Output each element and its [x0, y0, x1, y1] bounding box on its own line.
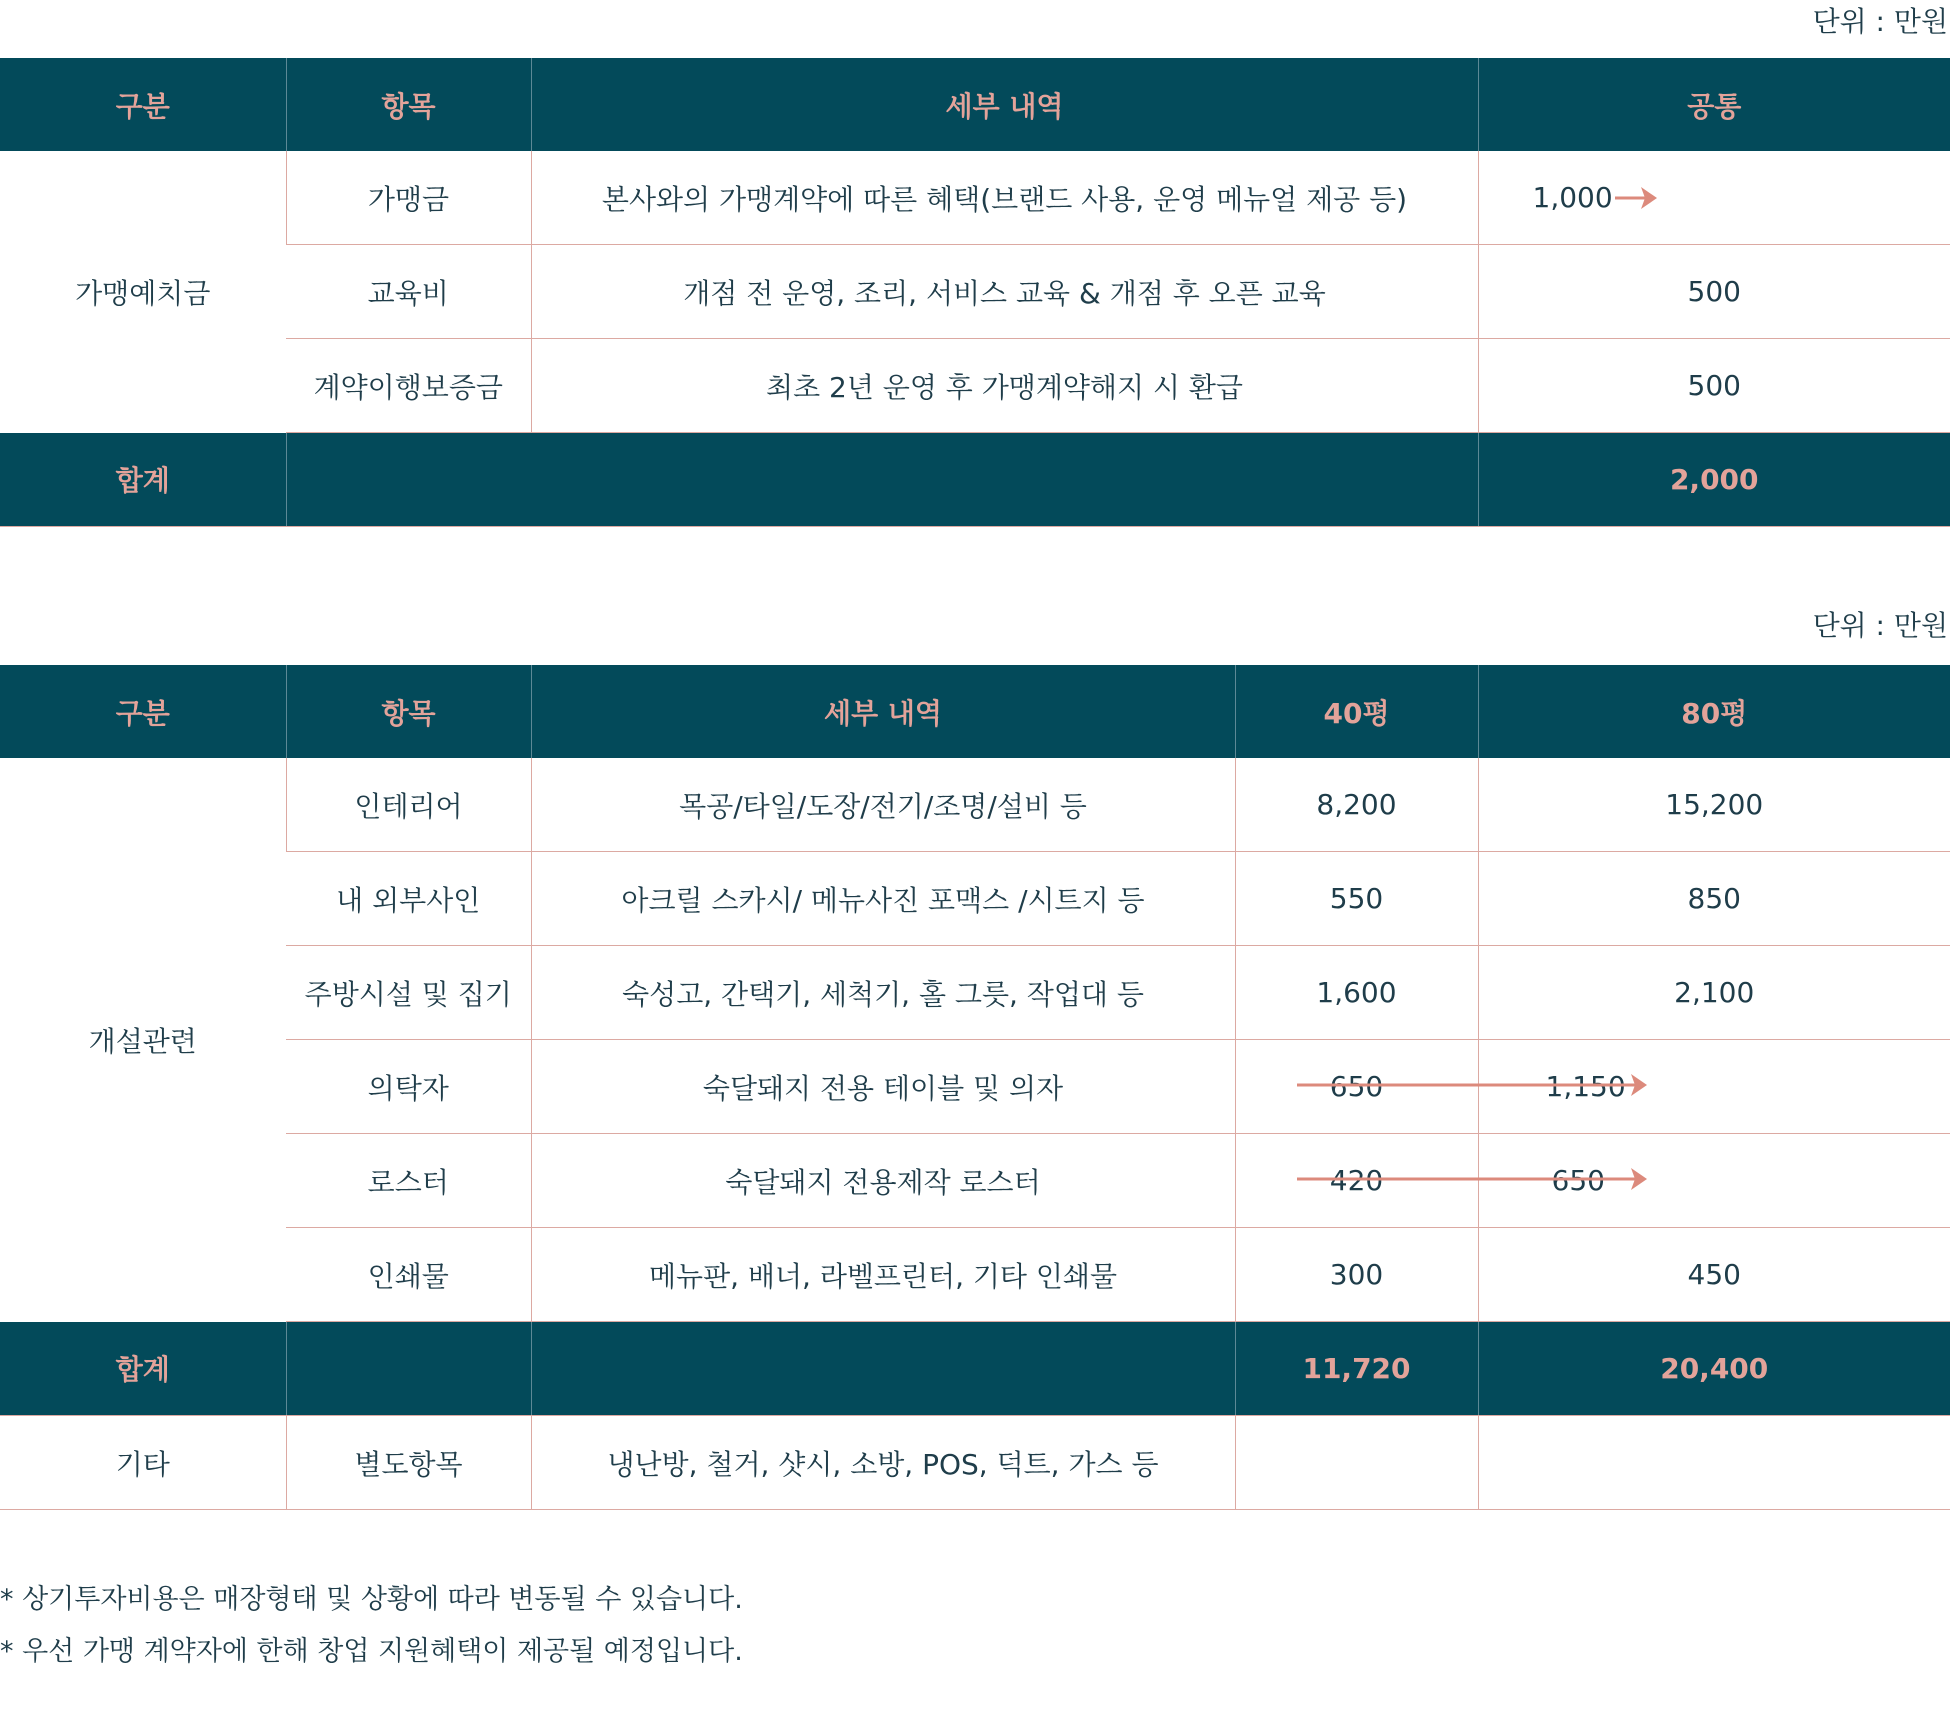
value-text: 1,000 [1532, 181, 1613, 214]
detail-cell: 숙성고, 간택기, 세척기, 홀 그릇, 작업대 등 [531, 946, 1235, 1040]
header-item: 항목 [286, 665, 531, 758]
unit-label-1: 단위 : 만원 [1812, 5, 1948, 38]
unit-label-2: 단위 : 만원 [1812, 609, 1948, 642]
table-row [0, 852, 1950, 946]
table-row [0, 339, 1950, 433]
arrow-right-icon [1615, 185, 1659, 211]
item-cell: 교육비 [286, 245, 531, 339]
value-40-cell: 8,200 [1235, 758, 1478, 852]
table-row [0, 245, 1950, 339]
category-cell: 가맹예치금 [75, 276, 211, 310]
header-detail: 세부 내역 [531, 665, 1235, 758]
strike-arrow-icon [1295, 1164, 1655, 1194]
table-header-row [0, 58, 1950, 151]
common-value-cell: 500 [1478, 245, 1950, 339]
value-80-cell: 850 [1478, 852, 1950, 946]
item-cell: 내 외부사인 [286, 852, 531, 946]
value-40-cell: 550 [1235, 852, 1478, 946]
value-40-cell: 420 [1235, 1134, 1478, 1228]
footnote: * 우선 가맹 계약자에 한해 창업 지원혜택이 제공될 예정입니다. [0, 1636, 743, 1667]
category-cell: 기타 [0, 1416, 286, 1510]
value-80-cell [1478, 1416, 1950, 1510]
total-empty [286, 433, 1478, 527]
detail-cell: 숙달돼지 전용제작 로스터 [531, 1134, 1235, 1228]
footnotes [0, 1574, 743, 1678]
table-row [0, 946, 1950, 1040]
item-cell: 의탁자 [286, 1040, 531, 1134]
header-40: 40평 [1235, 665, 1478, 758]
value-80-cell: 2,100 [1478, 946, 1950, 1040]
value-40-cell: 650 [1235, 1040, 1478, 1134]
item-cell: 로스터 [286, 1134, 531, 1228]
item-cell: 주방시설 및 집기 [286, 946, 531, 1040]
total-label: 합계 [0, 1322, 286, 1416]
header-category: 구분 [0, 665, 286, 758]
total-empty [286, 1322, 531, 1416]
detail-cell: 메뉴판, 배너, 라벨프린터, 기타 인쇄물 [531, 1228, 1235, 1322]
franchise-deposit-table [0, 58, 1950, 527]
item-cell: 별도항목 [286, 1416, 531, 1510]
table-row-other [0, 1416, 1950, 1510]
footnote: * 상기투자비용은 매장형태 및 상황에 따라 변동될 수 있습니다. [0, 1584, 743, 1615]
total-row [0, 1322, 1950, 1416]
table-row [0, 1040, 1950, 1134]
table-header-row [0, 665, 1950, 758]
detail-cell: 최초 2년 운영 후 가맹계약해지 시 환급 [531, 339, 1478, 433]
item-cell: 인테리어 [286, 758, 531, 852]
value-80-cell: 450 [1478, 1228, 1950, 1322]
opening-cost-table [0, 665, 1950, 1510]
item-cell: 인쇄물 [286, 1228, 531, 1322]
strike-arrow-icon [1295, 1070, 1655, 1100]
header-category: 구분 [0, 58, 286, 151]
total-80-value: 20,400 [1478, 1322, 1950, 1416]
category-cell: 개설관련 [88, 1024, 197, 1058]
item-cell: 가맹금 [286, 151, 531, 245]
detail-cell: 개점 전 운영, 조리, 서비스 교육 & 개점 후 오픈 교육 [531, 245, 1478, 339]
header-80: 80평 [1478, 665, 1950, 758]
item-cell: 계약이행보증금 [286, 339, 531, 433]
table-row [0, 758, 1950, 852]
header-common: 공통 [1478, 58, 1950, 151]
detail-cell: 목공/타일/도장/전기/조명/설비 등 [531, 758, 1235, 852]
value-40-cell [1235, 1416, 1478, 1510]
common-value-cell [1478, 151, 1950, 245]
value-40-cell: 1,600 [1235, 946, 1478, 1040]
detail-cell: 본사와의 가맹계약에 따른 혜택(브랜드 사용, 운영 메뉴얼 제공 등) [531, 151, 1478, 245]
value-40-cell: 300 [1235, 1228, 1478, 1322]
detail-cell: 숙달돼지 전용 테이블 및 의자 [531, 1040, 1235, 1134]
total-label: 합계 [0, 433, 286, 527]
total-value: 2,000 [1478, 433, 1950, 527]
total-empty [531, 1322, 1235, 1416]
value-80-cell: 15,200 [1478, 758, 1950, 852]
common-value-cell: 500 [1478, 339, 1950, 433]
value-text: 650 [1551, 1164, 1605, 1197]
detail-cell: 냉난방, 철거, 샷시, 소방, POS, 덕트, 가스 등 [531, 1416, 1235, 1510]
header-detail: 세부 내역 [531, 58, 1478, 151]
value-text: 1,150 [1545, 1070, 1626, 1103]
header-item: 항목 [286, 58, 531, 151]
detail-cell: 아크릴 스카시/ 메뉴사진 포맥스 /시트지 등 [531, 852, 1235, 946]
table-row [0, 151, 1950, 245]
total-row [0, 433, 1950, 527]
total-40-value: 11,720 [1235, 1322, 1478, 1416]
table-row [0, 1134, 1950, 1228]
table-row [0, 1228, 1950, 1322]
